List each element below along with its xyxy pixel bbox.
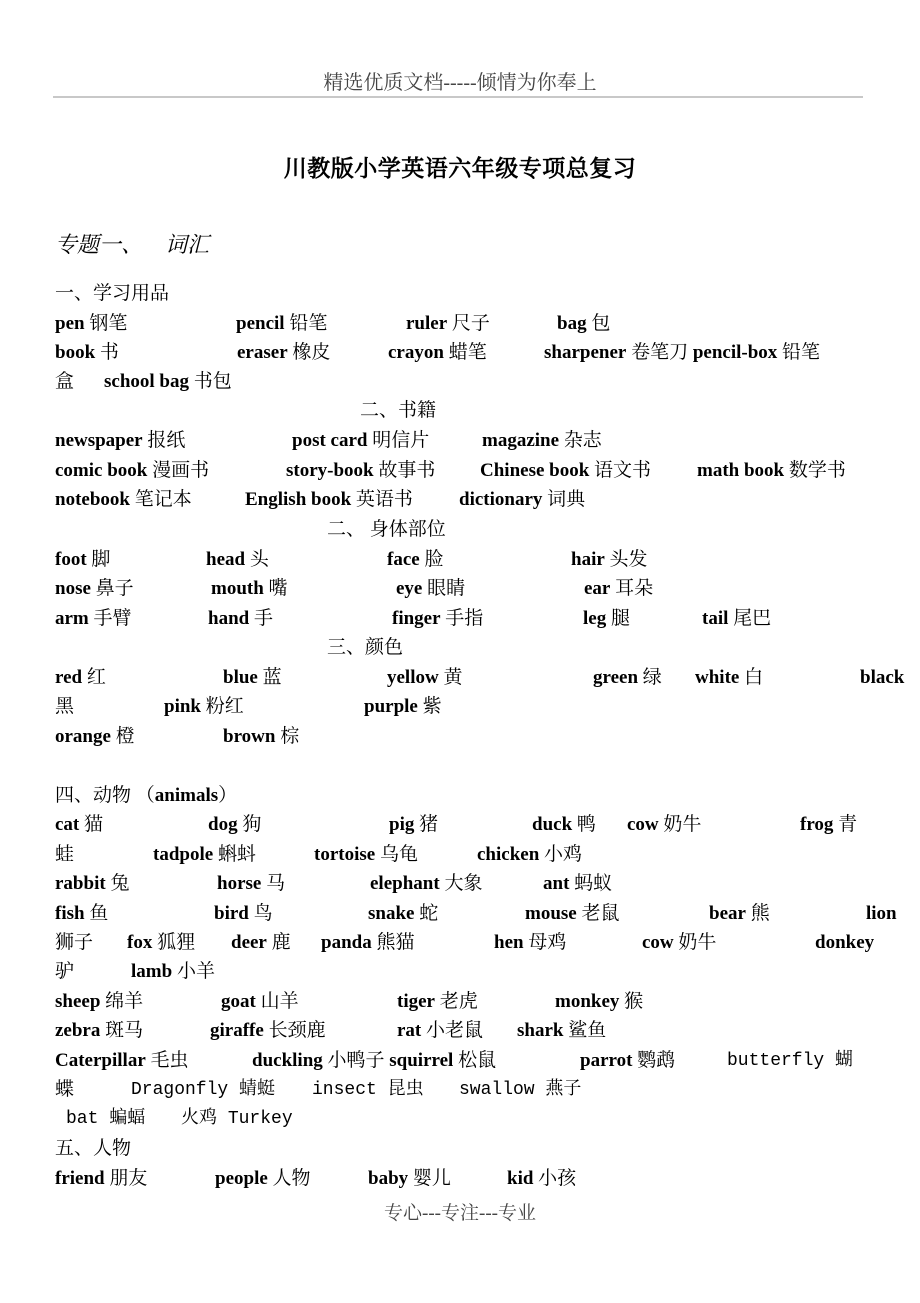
vocab-entry: dictionary 词典 — [459, 489, 586, 510]
vocab-entry: deer 鹿 — [231, 932, 291, 953]
vocab-entry: 黑 — [55, 696, 75, 717]
section-heading: 二、 身体部位 — [327, 519, 446, 540]
vocab-entry: dog 狗 — [208, 814, 262, 835]
vocab-entry: shark 鲨鱼 — [517, 1020, 607, 1041]
vocab-entry: blue 蓝 — [223, 667, 282, 688]
vocab-entry: mouth 嘴 — [211, 578, 288, 599]
vocab-entry: book 书 — [55, 342, 119, 363]
vocab-entry: lion — [866, 903, 897, 924]
vocab-entry: cow 奶牛 — [642, 932, 717, 953]
vocab-entry: sharpener 卷笔刀 pencil-box 铅笔 — [544, 342, 821, 363]
vocab-entry: finger 手指 — [392, 608, 484, 629]
vocab-entry: friend 朋友 — [55, 1168, 148, 1189]
vocab-entry: tortoise 乌龟 — [314, 844, 418, 865]
vocab-entry: duckling 小鸭子 squirrel 松鼠 — [252, 1050, 497, 1071]
vocab-entry: frog 青 — [800, 814, 858, 835]
vocab-entry: rat 小老鼠 — [397, 1020, 484, 1041]
page-footer: 专心---专注---专业 — [384, 1203, 536, 1224]
vocab-entry: brown 棕 — [223, 726, 300, 747]
vocab-entry: Caterpillar 毛虫 — [55, 1050, 189, 1071]
vocab-entry: 驴 — [55, 961, 75, 982]
vocab-entry: English book 英语书 — [245, 489, 413, 510]
vocab-entry: horse 马 — [217, 873, 286, 894]
vocab-entry: lamb 小羊 — [131, 961, 215, 982]
vocab-entry: 火鸡 Turkey — [181, 1109, 293, 1129]
vocab-entry: head 头 — [206, 549, 269, 570]
vocab-entry: parrot 鹦鹉 — [580, 1050, 676, 1071]
vocab-entry: hand 手 — [208, 608, 273, 629]
vocab-entry: tiger 老虎 — [397, 991, 478, 1012]
topic-heading — [55, 228, 231, 259]
vocab-entry: duck 鸭 — [532, 814, 596, 835]
vocab-entry: rabbit 兔 — [55, 873, 130, 894]
vocab-entry: eraser 橡皮 — [237, 342, 331, 363]
vocab-entry: sheep 绵羊 — [55, 991, 144, 1012]
vocab-entry: bat 蝙蝠 — [66, 1109, 146, 1129]
vocab-entry: yellow 黄 — [387, 667, 463, 688]
vocab-entry: ant 蚂蚁 — [543, 873, 613, 894]
section-heading: 一、学习用品 — [55, 283, 170, 304]
vocab-entry: post card 明信片 — [292, 430, 430, 451]
vocab-entry: pig 猪 — [389, 814, 439, 835]
vocab-entry: donkey — [815, 932, 875, 953]
vocab-entry: 盒 — [55, 371, 75, 392]
vocab-entry: newspaper 报纸 — [55, 430, 186, 451]
vocab-entry: bear 熊 — [709, 903, 770, 924]
vocab-entry: leg 腿 — [583, 608, 630, 629]
vocab-entry: ruler 尺子 — [406, 313, 490, 334]
section-heading: 三、颜色 — [327, 637, 404, 658]
vocab-entry: red 红 — [55, 667, 106, 688]
vocab-entry: hair 头发 — [571, 549, 648, 570]
section-heading: 四、动物 （animals） — [55, 785, 238, 806]
vocab-entry: pencil 铅笔 — [236, 313, 328, 334]
vocab-entry: white 白 — [695, 667, 764, 688]
vocab-entry: comic book 漫画书 — [55, 460, 210, 481]
vocab-entry: zebra 斑马 — [55, 1020, 144, 1041]
vocab-entry: face 脸 — [387, 549, 444, 570]
topic-number: 专题一、 — [55, 233, 144, 258]
vocab-entry: bird 鸟 — [214, 903, 273, 924]
vocab-entry: monkey 猴 — [555, 991, 644, 1012]
vocab-entry: Dragonfly 蜻蜓 — [131, 1080, 276, 1100]
vocab-entry: bag 包 — [557, 313, 611, 334]
vocab-entry: tail 尾巴 — [702, 608, 772, 629]
topic-name: 词汇 — [165, 233, 210, 258]
vocab-entry: arm 手臂 — [55, 608, 132, 629]
vocab-entry: kid 小孩 — [507, 1168, 577, 1189]
vocab-entry: people 人物 — [215, 1168, 311, 1189]
vocab-entry: foot 脚 — [55, 549, 111, 570]
vocab-entry: nose 鼻子 — [55, 578, 134, 599]
vocab-entry: swallow 燕子 — [459, 1080, 582, 1100]
vocab-entry: baby 婴儿 — [368, 1168, 451, 1189]
vocab-entry: pen 钢笔 — [55, 313, 128, 334]
vocab-entry: panda 熊猫 — [321, 932, 415, 953]
vocab-entry: green 绿 — [593, 667, 662, 688]
vocab-entry: 蛙 — [55, 844, 75, 865]
vocab-entry: cat 猫 — [55, 814, 104, 835]
vocab-entry: elephant 大象 — [370, 873, 483, 894]
vocab-entry: chicken 小鸡 — [477, 844, 583, 865]
vocab-entry: crayon 蜡笔 — [388, 342, 487, 363]
vocab-entry: pink 粉红 — [164, 696, 244, 717]
vocab-entry: goat 山羊 — [221, 991, 299, 1012]
section-heading: 五、人物 — [55, 1138, 132, 1159]
vocab-entry: butterfly 蝴 — [727, 1051, 854, 1071]
vocab-entry: eye 眼睛 — [396, 578, 466, 599]
vocab-entry: math book 数学书 — [697, 460, 846, 481]
document-title: 川教版小学英语六年级专项总复习 — [283, 156, 637, 182]
vocab-entry: ear 耳朵 — [584, 578, 654, 599]
vocab-entry: tadpole 蝌蚪 — [153, 844, 256, 865]
vocab-entry: school bag 书包 — [104, 371, 232, 392]
vocab-entry: story-book 故事书 — [286, 460, 436, 481]
vocab-entry: insect 昆虫 — [312, 1080, 424, 1100]
vocab-entry: cow 奶牛 — [627, 814, 702, 835]
vocab-entry: orange 橙 — [55, 726, 135, 747]
header-divider — [53, 96, 863, 98]
vocab-entry: fox 狐狸 — [127, 932, 196, 953]
vocab-entry: purple 紫 — [364, 696, 442, 717]
vocab-entry: 蝶 — [55, 1079, 75, 1100]
vocab-entry: notebook 笔记本 — [55, 489, 192, 510]
vocab-entry: magazine 杂志 — [482, 430, 602, 451]
vocab-entry: mouse 老鼠 — [525, 903, 620, 924]
vocab-entry: black — [860, 667, 905, 688]
vocab-entry: hen 母鸡 — [494, 932, 567, 953]
vocab-entry: fish 鱼 — [55, 903, 109, 924]
vocab-entry: giraffe 长颈鹿 — [210, 1020, 326, 1041]
page-header: 精选优质文档-----倾情为你奉上 — [323, 72, 597, 94]
section-heading: 二、书籍 — [360, 400, 437, 421]
vocab-entry: Chinese book 语文书 — [480, 460, 652, 481]
vocab-entry: snake 蛇 — [368, 903, 439, 924]
vocab-entry: 狮子 — [55, 932, 94, 953]
